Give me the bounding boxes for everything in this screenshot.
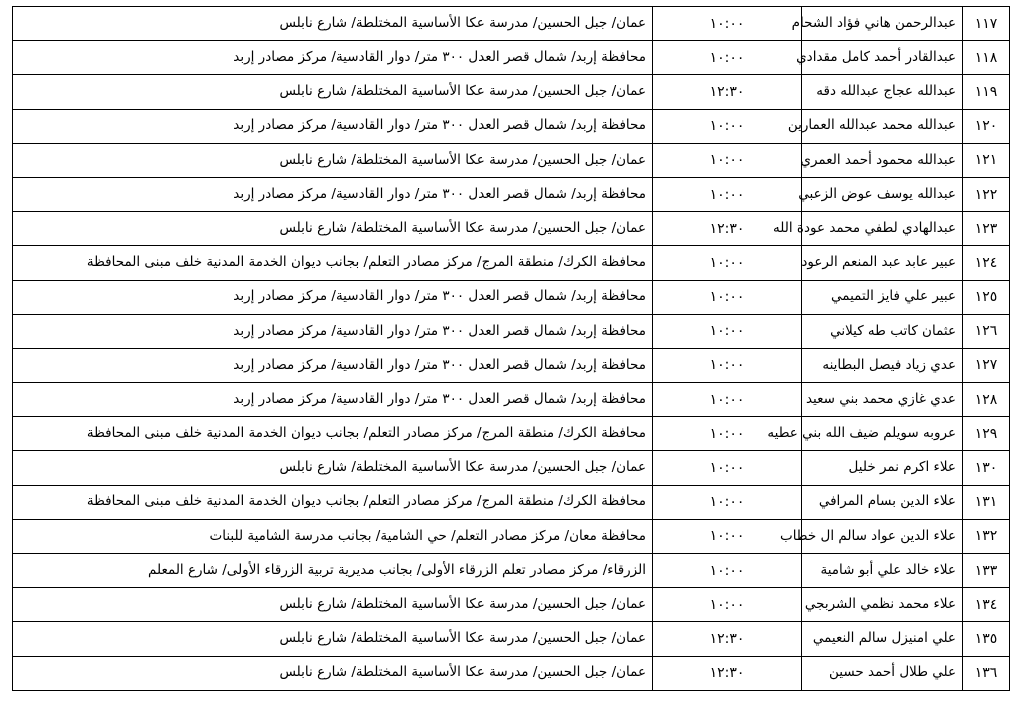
person-name: عبدالرحمن هاني فؤاد الشحام [802,7,963,41]
person-name: عبدالله عجاج عبدالله دقه [802,75,963,109]
person-name: علاء اكرم نمر خليل [802,451,963,485]
row-number: ١٣١ [963,485,1010,519]
row-number: ١٣٢ [963,519,1010,553]
person-name: علاء الدين بسام المرافي [802,485,963,519]
exam-location: محافظة الكرك/ منطقة المرج/ مركز مصادر التعلم/ بجانب ديوان الخدمة المدنية خلف مبنى المحافظة [13,485,653,519]
exam-location: محافظة إربد/ شمال قصر العدل ٣٠٠ متر/ دوار القادسية/ مركز مصادر إربد [13,383,653,417]
exam-location: الزرقاء/ مركز مصادر تعلم الزرقاء الأولى/ بجانب مديرية تربية الزرقاء الأولى/ شارع المعلم [13,554,653,588]
table-row [13,143,1010,177]
table-row [13,417,1010,451]
exam-time: ١٠:٠٠ [653,109,802,143]
row-number: ١٣٠ [963,451,1010,485]
row-number: ١٢٠ [963,109,1010,143]
person-name: عبدالله محمود أحمد العمري [802,143,963,177]
exam-time: ١٠:٠٠ [653,314,802,348]
schedule-table-body [13,7,1010,691]
row-number: ١٢٦ [963,314,1010,348]
table-row [13,177,1010,211]
exam-time: ١٢:٣٠ [653,212,802,246]
person-name: عبير علي فايز التميمي [802,280,963,314]
row-number: ١٢١ [963,143,1010,177]
table-row [13,246,1010,280]
row-number: ١٣٥ [963,622,1010,656]
exam-location: عمان/ جبل الحسين/ مدرسة عكا الأساسية المختلطة/ شارع نابلس [13,7,653,41]
exam-location: محافظة إربد/ شمال قصر العدل ٣٠٠ متر/ دوار القادسية/ مركز مصادر إربد [13,314,653,348]
exam-time: ١٠:٠٠ [653,177,802,211]
schedule-table [12,6,1010,691]
table-row [13,383,1010,417]
person-name: عدي غازي محمد بني سعيد [802,383,963,417]
exam-location: محافظة الكرك/ منطقة المرج/ مركز مصادر التعلم/ بجانب ديوان الخدمة المدنية خلف مبنى المحافظة [13,246,653,280]
exam-location: محافظة إربد/ شمال قصر العدل ٣٠٠ متر/ دوار القادسية/ مركز مصادر إربد [13,109,653,143]
exam-time: ١٠:٠٠ [653,143,802,177]
person-name: عبدالله يوسف عوض الزعبي [802,177,963,211]
person-name: عدي زياد فيصل البطاينه [802,348,963,382]
table-row [13,554,1010,588]
row-number: ١١٩ [963,75,1010,109]
person-name: علي طلال أحمد حسين [802,656,963,690]
row-number: ١٢٤ [963,246,1010,280]
table-row [13,485,1010,519]
exam-location: عمان/ جبل الحسين/ مدرسة عكا الأساسية المختلطة/ شارع نابلس [13,75,653,109]
person-name: عبدالقادر أحمد كامل مقدادي [802,41,963,75]
exam-location: محافظة إربد/ شمال قصر العدل ٣٠٠ متر/ دوار القادسية/ مركز مصادر إربد [13,41,653,75]
row-number: ١٢٩ [963,417,1010,451]
exam-time: ١٠:٠٠ [653,554,802,588]
exam-location: محافظة الكرك/ منطقة المرج/ مركز مصادر التعلم/ بجانب ديوان الخدمة المدنية خلف مبنى المحافظة [13,417,653,451]
exam-time: ١٢:٣٠ [653,75,802,109]
exam-time: ١٢:٣٠ [653,622,802,656]
exam-location: عمان/ جبل الحسين/ مدرسة عكا الأساسية المختلطة/ شارع نابلس [13,656,653,690]
row-number: ١١٧ [963,7,1010,41]
exam-time: ١٠:٠٠ [653,41,802,75]
exam-time: ١٠:٠٠ [653,246,802,280]
row-number: ١١٨ [963,41,1010,75]
table-row [13,348,1010,382]
row-number: ١٢٣ [963,212,1010,246]
person-name: علاء محمد نظمي الشربجي [802,588,963,622]
table-row [13,622,1010,656]
exam-location: عمان/ جبل الحسين/ مدرسة عكا الأساسية المختلطة/ شارع نابلس [13,143,653,177]
table-row [13,656,1010,690]
table-row [13,212,1010,246]
table-row [13,41,1010,75]
exam-location: محافظة إربد/ شمال قصر العدل ٣٠٠ متر/ دوار القادسية/ مركز مصادر إربد [13,280,653,314]
table-row [13,280,1010,314]
schedule-sheet [12,6,1010,691]
table-row [13,75,1010,109]
person-name: عثمان كاتب طه كيلاني [802,314,963,348]
person-name: عبدالهادي لطفي محمد عودة الله [802,212,963,246]
exam-time: ١٠:٠٠ [653,451,802,485]
exam-time: ١٠:٠٠ [653,417,802,451]
person-name: علي امنيزل سالم النعيمي [802,622,963,656]
table-row [13,314,1010,348]
exam-location: محافظة إربد/ شمال قصر العدل ٣٠٠ متر/ دوار القادسية/ مركز مصادر إربد [13,177,653,211]
table-row [13,451,1010,485]
row-number: ١٣٣ [963,554,1010,588]
row-number: ١٢٢ [963,177,1010,211]
exam-location: عمان/ جبل الحسين/ مدرسة عكا الأساسية المختلطة/ شارع نابلس [13,451,653,485]
exam-time: ١٠:٠٠ [653,7,802,41]
exam-location: محافظة معان/ مركز مصادر التعلم/ حي الشامية/ بجانب مدرسة الشامية للبنات [13,519,653,553]
person-name: عبير عابد عبد المنعم الرعود [802,246,963,280]
row-number: ١٢٨ [963,383,1010,417]
exam-location: عمان/ جبل الحسين/ مدرسة عكا الأساسية المختلطة/ شارع نابلس [13,588,653,622]
exam-time: ١٠:٠٠ [653,588,802,622]
person-name: علاء خالد علي أبو شامية [802,554,963,588]
exam-time: ١٠:٠٠ [653,383,802,417]
exam-location: محافظة إربد/ شمال قصر العدل ٣٠٠ متر/ دوار القادسية/ مركز مصادر إربد [13,348,653,382]
table-row [13,588,1010,622]
table-row [13,109,1010,143]
row-number: ١٢٧ [963,348,1010,382]
row-number: ١٣٦ [963,656,1010,690]
row-number: ١٣٤ [963,588,1010,622]
person-name: عبدالله محمد عبدالله العمارين [802,109,963,143]
person-name: علاء الدين عواد سالم ال خطاب [802,519,963,553]
exam-time: ١٠:٠٠ [653,348,802,382]
table-row [13,519,1010,553]
exam-time: ١٢:٣٠ [653,656,802,690]
row-number: ١٢٥ [963,280,1010,314]
person-name: عروبه سويلم ضيف الله بني عطيه [802,417,963,451]
table-row [13,7,1010,41]
exam-location: عمان/ جبل الحسين/ مدرسة عكا الأساسية المختلطة/ شارع نابلس [13,212,653,246]
exam-time: ١٠:٠٠ [653,280,802,314]
exam-location: عمان/ جبل الحسين/ مدرسة عكا الأساسية المختلطة/ شارع نابلس [13,622,653,656]
exam-time: ١٠:٠٠ [653,519,802,553]
exam-time: ١٠:٠٠ [653,485,802,519]
